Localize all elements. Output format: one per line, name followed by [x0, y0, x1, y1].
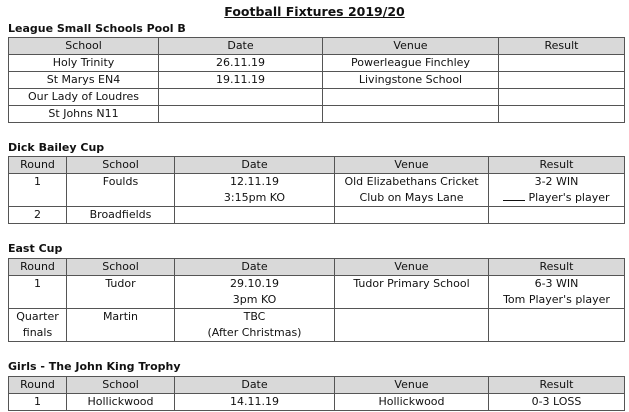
header-date: Date: [159, 38, 323, 55]
cell-school: Hollickwood: [67, 394, 175, 411]
blank-name-line: [503, 190, 525, 201]
table-row: [9, 89, 625, 106]
players-player-label: Player's player: [528, 191, 610, 204]
cell-school: Tudor: [67, 276, 175, 309]
cell-school: Broadfields: [67, 207, 175, 224]
cell-result: [489, 207, 625, 224]
round-line-2: finals: [22, 326, 53, 339]
result-score: 3-2 WIN: [534, 175, 579, 188]
header-date: Date: [175, 259, 335, 276]
header-venue: Venue: [335, 377, 489, 394]
cell-result: [499, 72, 625, 89]
header-school: School: [67, 157, 175, 174]
cell-round: [9, 309, 67, 342]
round-line: Quarter: [16, 310, 59, 323]
cell-venue: [335, 207, 489, 224]
cell-date: 19.11.19: [159, 72, 323, 89]
header-result: Result: [489, 157, 625, 174]
date-line: 12.11.19: [230, 175, 279, 188]
cell-school: Foulds: [67, 174, 175, 207]
venue-line: Old Elizabethans Cricket: [344, 175, 479, 188]
page-title: Football Fixtures 2019/20: [224, 4, 405, 19]
cell-result: [489, 309, 625, 342]
players-player: Tom Player's player: [503, 293, 610, 306]
cell-date: 14.11.19: [175, 394, 335, 411]
table-header-row: [9, 157, 625, 174]
cell-venue: Livingstone School: [323, 72, 499, 89]
girls-table: [8, 376, 625, 411]
table-header-row: [9, 377, 625, 394]
dick-bailey-table: [8, 156, 625, 224]
header-school: School: [67, 259, 175, 276]
league-table: [8, 37, 625, 123]
date-line: 29.10.19: [230, 277, 279, 290]
table-row: [9, 174, 625, 207]
cell-venue: [335, 174, 489, 207]
cell-round: 1: [9, 394, 67, 411]
cell-round: 1: [9, 276, 67, 309]
table-row: [9, 207, 625, 224]
header-venue: Venue: [335, 259, 489, 276]
table-row: [9, 309, 625, 342]
header-date: Date: [175, 377, 335, 394]
result-score: 6-3 WIN: [534, 277, 579, 290]
cell-date: [175, 276, 335, 309]
header-date: Date: [175, 157, 335, 174]
table-row: [9, 276, 625, 309]
kickoff-time: 3pm KO: [232, 293, 277, 306]
section-title-girls: Girls - The John King Trophy: [8, 360, 181, 373]
cell-school: St Johns N11: [9, 106, 159, 123]
cell-result: [489, 174, 625, 207]
section-title-league: League Small Schools Pool B: [8, 22, 186, 35]
cell-date: [175, 207, 335, 224]
cell-school: St Marys EN4: [9, 72, 159, 89]
header-venue: Venue: [323, 38, 499, 55]
table-row: [9, 72, 625, 89]
table-header-row: [9, 38, 625, 55]
cell-date: 26.11.19: [159, 55, 323, 72]
cell-result: [499, 106, 625, 123]
header-round: Round: [9, 259, 67, 276]
section-title-dick-bailey: Dick Bailey Cup: [8, 141, 105, 154]
cell-round: 1: [9, 174, 67, 207]
cell-school: Martin: [67, 309, 175, 342]
cell-venue: Tudor Primary School: [335, 276, 489, 309]
header-school: School: [9, 38, 159, 55]
east-cup-table: [8, 258, 625, 342]
players-player: [491, 190, 622, 206]
date-note: (After Christmas): [207, 326, 302, 339]
table-header-row: [9, 259, 625, 276]
cell-school: Our Lady of Loudres: [9, 89, 159, 106]
cell-date: [159, 106, 323, 123]
cell-venue: [323, 89, 499, 106]
cell-venue: Hollickwood: [335, 394, 489, 411]
cell-date: [159, 89, 323, 106]
table-row: [9, 394, 625, 411]
cell-venue: Powerleague Finchley: [323, 55, 499, 72]
header-venue: Venue: [335, 157, 489, 174]
cell-result: [499, 55, 625, 72]
cell-result: [489, 276, 625, 309]
header-result: Result: [499, 38, 625, 55]
cell-school: Holy Trinity: [9, 55, 159, 72]
cell-date: [175, 309, 335, 342]
cell-venue: [323, 106, 499, 123]
header-round: Round: [9, 377, 67, 394]
date-line: TBC: [243, 310, 266, 323]
kickoff-time: 3:15pm KO: [223, 191, 286, 204]
venue-line-2: Club on Mays Lane: [359, 191, 464, 204]
cell-result: [499, 89, 625, 106]
cell-result: 0-3 LOSS: [489, 394, 625, 411]
header-result: Result: [489, 259, 625, 276]
cell-round: 2: [9, 207, 67, 224]
cell-date: [175, 174, 335, 207]
table-row: [9, 106, 625, 123]
cell-venue: [335, 309, 489, 342]
header-school: School: [67, 377, 175, 394]
section-title-east-cup: East Cup: [8, 242, 63, 255]
table-row: [9, 55, 625, 72]
header-round: Round: [9, 157, 67, 174]
header-result: Result: [489, 377, 625, 394]
